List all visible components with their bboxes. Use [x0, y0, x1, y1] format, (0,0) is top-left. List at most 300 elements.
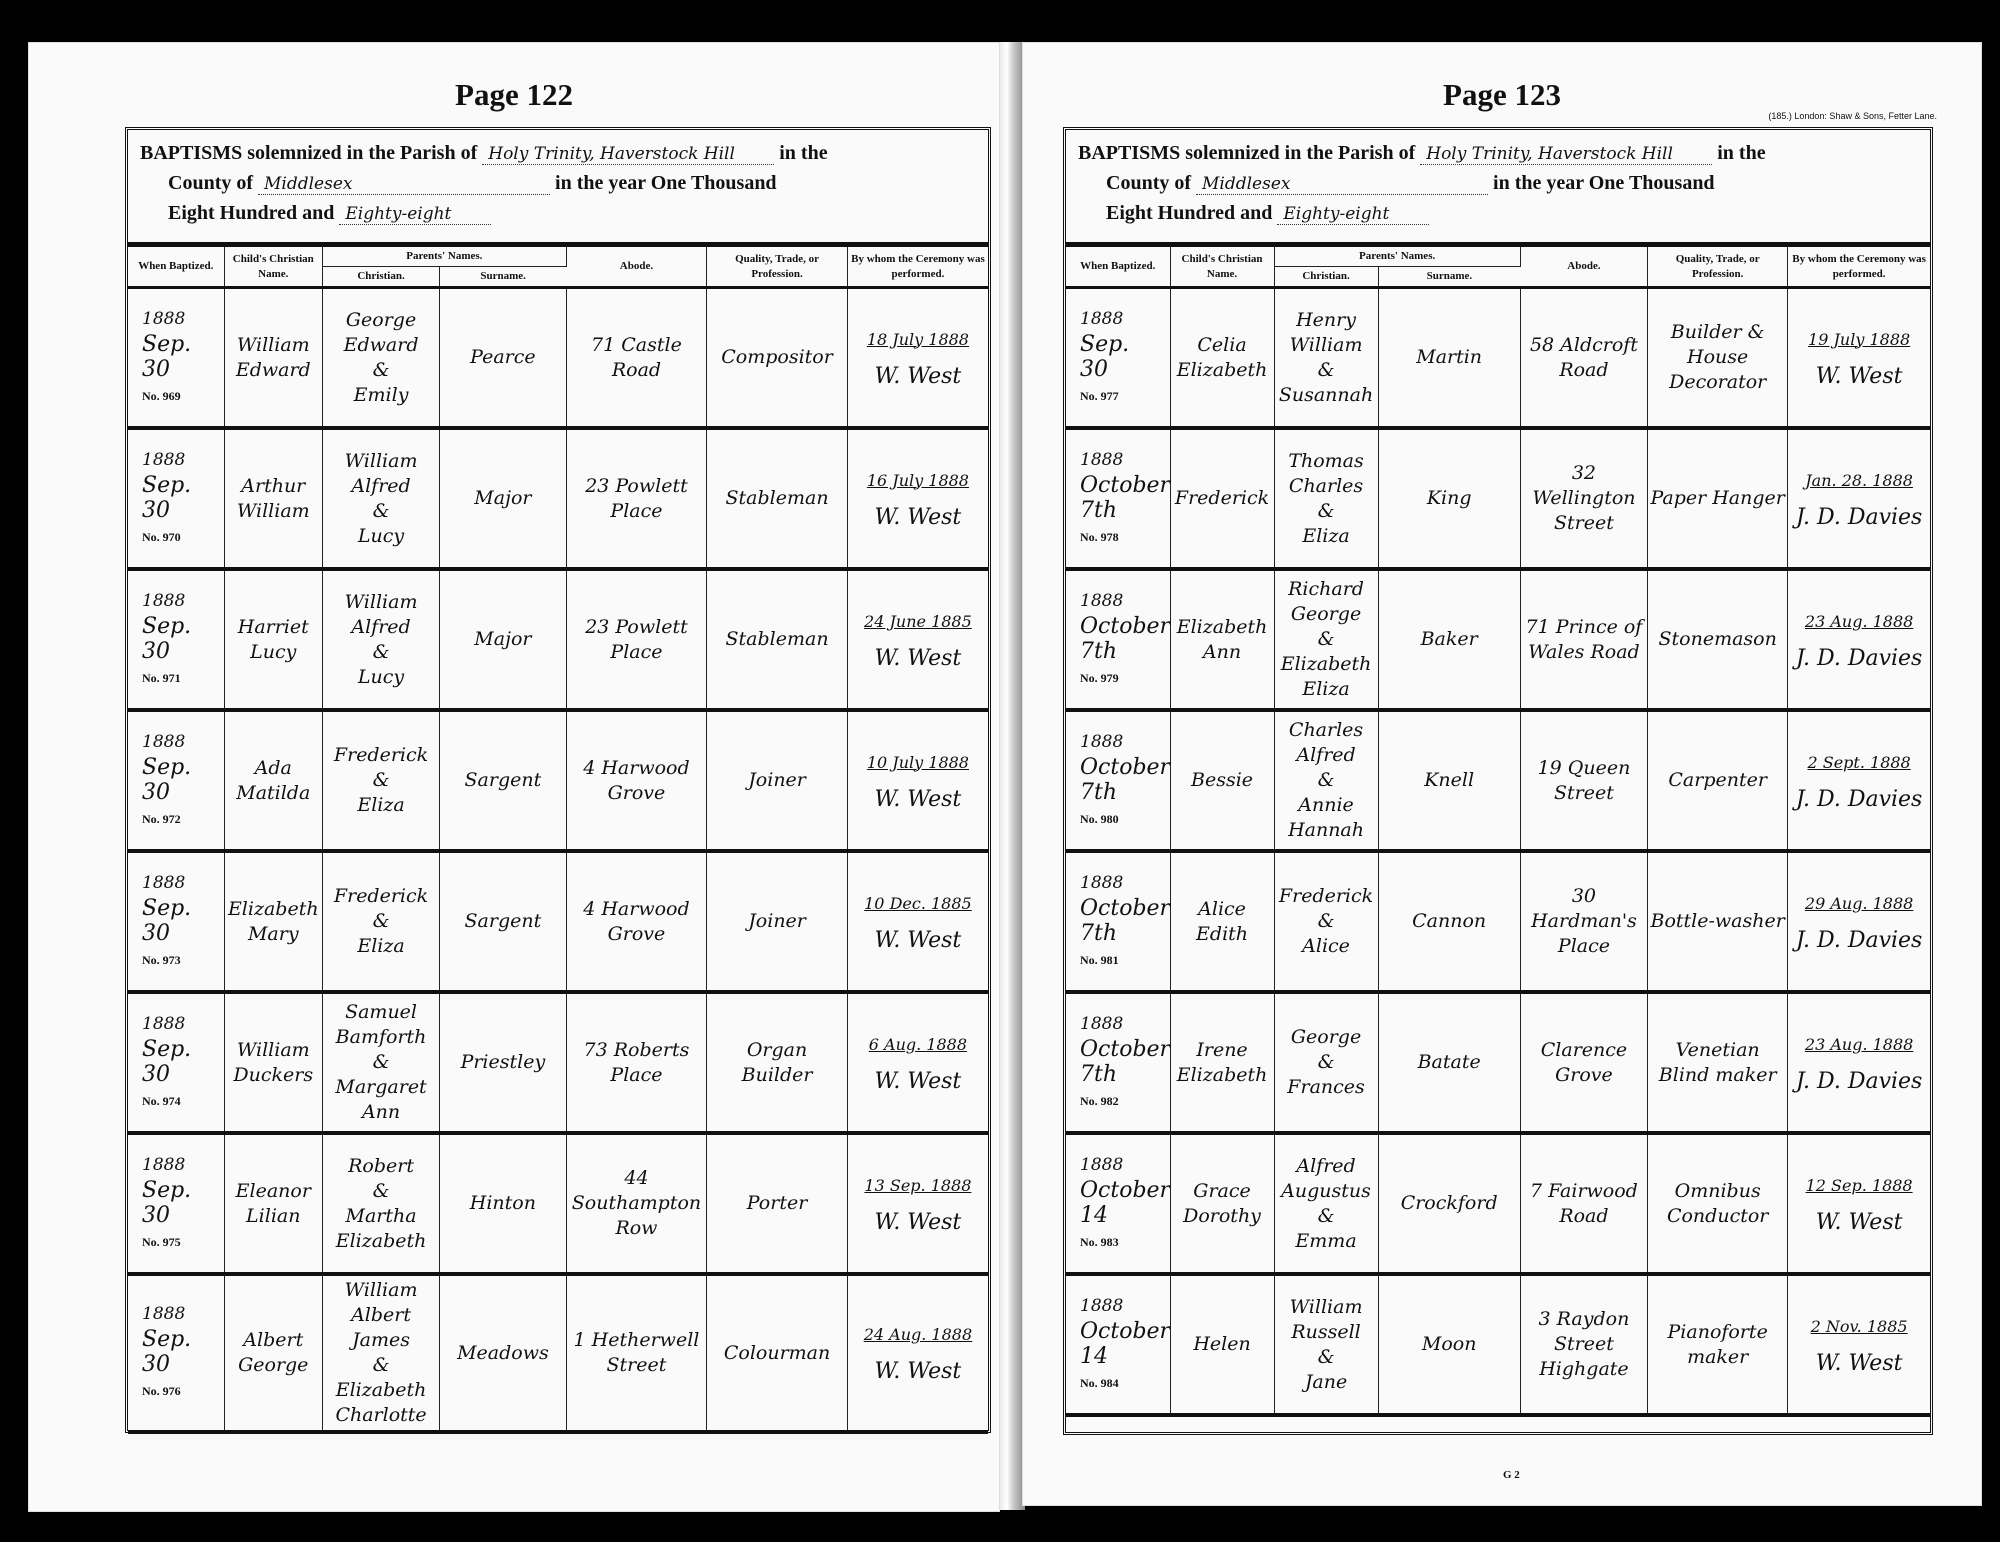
entry-number: No. 983 [1080, 1234, 1119, 1249]
minister-cell [847, 1274, 988, 1432]
mother-name: Eliza [357, 794, 405, 816]
baptism-year: 1888 [142, 449, 186, 470]
minister-cell [1788, 288, 1930, 429]
surname-cell: Priestley [440, 992, 567, 1133]
baptism-day: 7th [1080, 920, 1118, 946]
ampersand: & [372, 358, 390, 381]
parents-christian-cell [1274, 569, 1378, 710]
signature-mark: G 2 [1503, 1469, 1520, 1481]
col-header-surname: Surname. [440, 267, 567, 288]
when-baptized-cell [128, 1133, 224, 1274]
surname-cell: Martin [1378, 288, 1520, 429]
when-baptized-cell [1066, 992, 1170, 1133]
baptism-month: October [1080, 895, 1171, 921]
ampersand: & [1317, 499, 1335, 522]
child-name-cell: Bessie [1170, 710, 1274, 851]
when-baptized-cell [128, 992, 224, 1133]
ampersand: & [372, 910, 390, 932]
parish-name: Holy Trinity, Haverstock Hill [1420, 144, 1712, 165]
mother-name: Martha Elizabeth [335, 1204, 427, 1252]
page-title: Page 122 [455, 77, 573, 112]
birth-date: 16 July 1888 [866, 470, 969, 490]
minister-name: W. West [874, 786, 962, 812]
trade-cell: Builder & House Decorator [1648, 288, 1788, 429]
trade-cell: Stableman [707, 569, 848, 710]
baptism-month: October [1080, 1177, 1171, 1203]
minister-name: J. D. Davies [1795, 504, 1923, 530]
abode-cell: 71 Castle Road [566, 288, 707, 429]
header-text: Eight Hundred and [168, 202, 335, 224]
surname-cell: Baker [1378, 569, 1520, 710]
trade-cell: Carpenter [1648, 710, 1788, 851]
ampersand: & [1317, 769, 1335, 791]
trade-cell: Stonemason [1648, 569, 1788, 710]
baptism-month: Sep. [142, 1177, 192, 1203]
col-header-when: When Baptized. [128, 245, 224, 288]
baptism-month: Sep. [142, 754, 192, 780]
birth-date: Jan. 28. 1888 [1805, 470, 1913, 490]
ampersand: & [1317, 1204, 1335, 1227]
minister-cell [1788, 710, 1930, 851]
child-name-cell: Harriet Lucy [224, 569, 322, 710]
when-baptized-cell [1066, 1133, 1170, 1274]
trade-cell: Bottle-washer [1648, 851, 1788, 992]
trade-cell: Paper Hanger [1648, 428, 1788, 569]
mother-name: Margaret Ann [335, 1076, 427, 1123]
parents-christian-cell [322, 992, 439, 1133]
parents-christian-cell [1274, 1133, 1378, 1274]
abode-cell: 73 Roberts Place [566, 992, 707, 1133]
mother-name: Lucy [357, 665, 405, 688]
minister-name: J. D. Davies [1795, 927, 1923, 953]
when-baptized-cell [1066, 569, 1170, 710]
ampersand: & [372, 1051, 390, 1073]
father-name: William Alfred [344, 590, 418, 638]
minister-cell [847, 992, 988, 1133]
birth-date: 24 Aug. 1888 [863, 1325, 973, 1344]
when-baptized-cell [1066, 1274, 1170, 1415]
col-header-surname: Surname. [1378, 267, 1520, 288]
register-page-left [28, 42, 1000, 1512]
birth-date: 13 Sep. 1888 [864, 1175, 972, 1195]
when-baptized-cell [128, 288, 224, 429]
ampersand: & [1317, 1345, 1335, 1368]
abode-cell: Clarence Grove [1520, 992, 1647, 1133]
child-name-cell: Grace Dorothy [1170, 1133, 1274, 1274]
minister-name: W. West [874, 1209, 962, 1235]
col-header-parents: Parents' Names. [1274, 245, 1520, 267]
entry-number: No. 969 [142, 388, 181, 403]
baptism-year: 1888 [142, 1304, 186, 1324]
entry-number: No. 978 [1080, 529, 1119, 544]
register-entry [1066, 851, 1930, 992]
child-name-cell: William Edward [224, 288, 322, 429]
col-header-when: When Baptized. [1066, 245, 1170, 288]
baptism-month: October [1080, 472, 1171, 498]
col-header-by-whom: By whom the Ceremony was performed. [847, 245, 988, 288]
register-rows [128, 288, 988, 1433]
col-header-trade: Quality, Trade, or Profession. [1648, 245, 1788, 288]
entry-number: No. 970 [142, 529, 181, 544]
mother-name: Alice [1302, 935, 1350, 957]
baptism-register-table [128, 242, 988, 1434]
mother-name: Emma [1295, 1229, 1357, 1252]
birth-date: 10 July 1888 [866, 752, 969, 772]
birth-date: 6 Aug. 1888 [868, 1034, 968, 1054]
mother-name: Susannah [1278, 383, 1374, 406]
trade-cell: Venetian Blind maker [1648, 992, 1788, 1133]
baptism-day: 30 [142, 920, 170, 946]
minister-cell [847, 851, 988, 992]
register-entry [128, 1274, 988, 1432]
birth-date: 29 Aug. 1888 [1804, 893, 1914, 913]
register-entry [1066, 1133, 1930, 1274]
ampersand: & [1317, 910, 1335, 932]
entry-number: No. 971 [142, 670, 181, 685]
baptism-month: October [1080, 1036, 1171, 1062]
header-text: County of [1106, 172, 1192, 194]
register-entry [1066, 288, 1930, 429]
ampersand: & [372, 1354, 390, 1376]
parents-christian-cell [1274, 288, 1378, 429]
col-header-by-whom: By whom the Ceremony was performed. [1788, 245, 1930, 288]
ampersand: & [1317, 1051, 1335, 1073]
baptism-day: 30 [142, 1061, 170, 1087]
header-text: in the year One Thousand [1493, 172, 1715, 194]
county-name: Middlesex [258, 174, 550, 195]
header-text: in the [779, 142, 828, 164]
when-baptized-cell [1066, 851, 1170, 992]
entry-number: No. 975 [142, 1234, 181, 1249]
baptism-day: 7th [1080, 779, 1118, 805]
register-entry [1066, 1274, 1930, 1415]
col-header-abode: Abode. [566, 245, 707, 288]
header-text: County of [168, 172, 254, 194]
parents-christian-cell [322, 1274, 439, 1432]
register-entry [1066, 428, 1930, 569]
parents-christian-cell [322, 288, 439, 429]
baptism-month: Sep. [142, 331, 192, 357]
father-name: Frederick [333, 744, 429, 766]
parents-christian-cell [322, 1133, 439, 1274]
when-baptized-cell [128, 710, 224, 851]
minister-cell [1788, 569, 1930, 710]
baptism-month: Sep. [142, 895, 192, 921]
abode-cell: 4 Harwood Grove [566, 851, 707, 992]
register-entry [128, 992, 988, 1133]
register-header [128, 130, 988, 242]
ampersand: & [372, 769, 390, 791]
birth-date: 24 June 1885 [864, 611, 972, 631]
minister-cell [1788, 428, 1930, 569]
minister-name: J. D. Davies [1795, 786, 1923, 812]
baptism-year: 1888 [1080, 1154, 1124, 1175]
trade-cell: Organ Builder [707, 992, 848, 1133]
parents-christian-cell [322, 428, 439, 569]
father-name: William Albert James [344, 1279, 418, 1351]
birth-date: 12 Sep. 1888 [1805, 1175, 1913, 1195]
col-header-christian: Christian. [322, 267, 439, 288]
ampersand: & [1317, 628, 1335, 650]
minister-cell [1788, 1133, 1930, 1274]
mother-name: Lucy [357, 524, 405, 547]
father-name: Samuel Bamforth [335, 1001, 427, 1048]
father-name: Alfred Augustus [1281, 1154, 1371, 1202]
baptism-day: 30 [142, 356, 170, 382]
surname-cell: Moon [1378, 1274, 1520, 1415]
abode-cell: 23 Powlett Place [566, 428, 707, 569]
register-entry [128, 428, 988, 569]
child-name-cell: Eleanor Lilian [224, 1133, 322, 1274]
minister-name: J. D. Davies [1795, 645, 1923, 671]
col-header-child: Child's Christian Name. [1170, 245, 1274, 288]
baptism-day: 14 [1080, 1343, 1108, 1369]
father-name: George [1290, 1026, 1362, 1048]
child-name-cell: Elizabeth Ann [1170, 569, 1274, 710]
surname-cell: Meadows [440, 1274, 567, 1432]
minister-cell [847, 1133, 988, 1274]
col-header-parents: Parents' Names. [322, 245, 566, 267]
mother-name: Jane [1304, 1370, 1348, 1393]
baptism-year: 1888 [142, 1154, 186, 1175]
parents-christian-cell [1274, 710, 1378, 851]
baptism-month: Sep. [142, 1327, 192, 1352]
register-entry [1066, 569, 1930, 710]
baptism-year: 1888 [1080, 872, 1124, 893]
minister-cell [1788, 851, 1930, 992]
entry-number: No. 979 [1080, 670, 1119, 685]
child-name-cell: Celia Elizabeth [1170, 288, 1274, 429]
col-header-abode: Abode. [1520, 245, 1647, 288]
register-rows [1066, 288, 1930, 1416]
abode-cell: 23 Powlett Place [566, 569, 707, 710]
trade-cell: Compositor [707, 288, 848, 429]
entry-number: No. 977 [1080, 388, 1119, 403]
baptism-month: Sep. [142, 613, 192, 639]
minister-name: W. West [874, 504, 962, 530]
trade-cell: Pianoforte maker [1648, 1274, 1788, 1415]
minister-name: W. West [1815, 1350, 1903, 1376]
abode-cell: 19 Queen Street [1520, 710, 1647, 851]
abode-cell: 44 Southampton Row [566, 1133, 707, 1274]
surname-cell: Knell [1378, 710, 1520, 851]
col-header-trade: Quality, Trade, or Profession. [707, 245, 848, 288]
father-name: Frederick [1278, 885, 1374, 907]
baptism-day: 30 [142, 1352, 170, 1377]
abode-cell: 4 Harwood Grove [566, 710, 707, 851]
father-name: Richard George [1288, 578, 1364, 625]
baptism-day: 14 [1080, 1202, 1108, 1228]
parents-christian-cell [1274, 1274, 1378, 1415]
birth-date: 19 July 1888 [1808, 329, 1911, 349]
baptism-month: Sep. [1080, 331, 1130, 357]
baptism-day: 30 [1080, 356, 1108, 382]
birth-date: 23 Aug. 1888 [1804, 611, 1914, 631]
baptism-year: 1888 [1080, 1295, 1124, 1316]
year-words: Eighty-eight [339, 204, 491, 225]
trade-cell: Omnibus Conductor [1648, 1133, 1788, 1274]
surname-cell: King [1378, 428, 1520, 569]
baptism-day: 30 [142, 638, 170, 664]
baptism-day: 7th [1080, 638, 1118, 664]
mother-name: Eliza [357, 935, 405, 957]
minister-cell [847, 569, 988, 710]
father-name: Henry William [1289, 308, 1363, 356]
birth-date: 10 Dec. 1885 [864, 893, 972, 913]
minister-name: W. West [874, 1068, 962, 1094]
father-name: Robert [348, 1154, 414, 1177]
mother-name: Elizabeth Eliza [1280, 653, 1372, 700]
when-baptized-cell [1066, 710, 1170, 851]
abode-cell: 58 Aldcroft Road [1520, 288, 1647, 429]
register-entry [128, 1133, 988, 1274]
when-baptized-cell [128, 569, 224, 710]
header-text: in the year One Thousand [555, 172, 777, 194]
minister-name: W. West [1815, 363, 1903, 389]
entry-number: No. 984 [1080, 1375, 1119, 1390]
minister-cell [1788, 1274, 1930, 1415]
baptism-month: October [1080, 1318, 1171, 1344]
minister-name: W. West [874, 363, 962, 389]
baptism-month: Sep. [142, 472, 192, 498]
header-text: in the [1717, 142, 1766, 164]
minister-cell [847, 428, 988, 569]
baptism-year: 1888 [142, 590, 186, 611]
child-name-cell: Helen [1170, 1274, 1274, 1415]
trade-cell: Joiner [707, 710, 848, 851]
baptism-year: 1888 [1080, 590, 1124, 611]
entry-number: No. 980 [1080, 811, 1119, 826]
trade-cell: Porter [707, 1133, 848, 1274]
when-baptized-cell [128, 428, 224, 569]
abode-cell: 3 Raydon Street Highgate [1520, 1274, 1647, 1415]
father-name: Charles Alfred [1288, 719, 1364, 766]
ampersand: & [1317, 358, 1335, 381]
baptism-month: Sep. [142, 1036, 192, 1062]
abode-cell: 71 Prince of Wales Road [1520, 569, 1647, 710]
entry-number: No. 981 [1080, 952, 1119, 967]
entry-number: No. 982 [1080, 1093, 1119, 1108]
register-header [1066, 130, 1930, 242]
page-title: Page 123 [1443, 77, 1561, 112]
surname-cell: Batate [1378, 992, 1520, 1133]
baptism-month: October [1080, 754, 1171, 780]
minister-name: J. D. Davies [1795, 1068, 1923, 1094]
birth-date: 18 July 1888 [866, 329, 969, 349]
ampersand: & [372, 1179, 390, 1202]
baptism-day: 7th [1080, 1061, 1118, 1087]
surname-cell: Crockford [1378, 1133, 1520, 1274]
register-entry [128, 710, 988, 851]
year-words: Eighty-eight [1277, 204, 1429, 225]
child-name-cell: Ada Matilda [224, 710, 322, 851]
baptism-register-table [1066, 242, 1930, 1417]
mother-name: Frances [1287, 1076, 1365, 1098]
birth-date: 23 Aug. 1888 [1804, 1034, 1914, 1054]
surname-cell: Hinton [440, 1133, 567, 1274]
child-name-cell: Irene Elizabeth [1170, 992, 1274, 1133]
entry-number: No. 973 [142, 952, 181, 967]
trade-cell: Colourman [707, 1274, 848, 1432]
entry-number: No. 972 [142, 811, 181, 826]
parents-christian-cell [322, 710, 439, 851]
baptism-day: 30 [142, 497, 170, 523]
register-frame [1063, 127, 1933, 1435]
father-name: George Edward [343, 308, 419, 356]
when-baptized-cell [128, 851, 224, 992]
minister-name: W. West [874, 927, 962, 953]
register-entry [128, 288, 988, 429]
col-header-child: Child's Christian Name. [224, 245, 322, 288]
baptism-year: 1888 [142, 731, 186, 752]
child-name-cell: Elizabeth Mary [224, 851, 322, 992]
register-entry [1066, 992, 1930, 1133]
baptism-day: 7th [1080, 497, 1118, 523]
parents-christian-cell [322, 851, 439, 992]
child-name-cell: Albert George [224, 1274, 322, 1432]
trade-cell: Joiner [707, 851, 848, 992]
col-header-christian: Christian. [1274, 267, 1378, 288]
mother-name: Elizabeth Charlotte [335, 1379, 427, 1426]
minister-name: W. West [874, 645, 962, 671]
trade-cell: Stableman [707, 428, 848, 569]
parish-name: Holy Trinity, Haverstock Hill [482, 144, 774, 165]
child-name-cell: Alice Edith [1170, 851, 1274, 992]
header-text: BAPTISMS solemnized in the Parish of [140, 142, 478, 164]
parents-christian-cell [1274, 992, 1378, 1133]
baptism-year: 1888 [142, 308, 186, 329]
register-entry [128, 569, 988, 710]
father-name: Thomas Charles [1288, 449, 1364, 497]
minister-name: W. West [1815, 1209, 1903, 1235]
minister-cell [1788, 992, 1930, 1133]
birth-date: 2 Nov. 1885 [1810, 1316, 1908, 1336]
entry-number: No. 974 [142, 1093, 181, 1108]
baptism-year: 1888 [142, 872, 186, 893]
baptism-year: 1888 [1080, 308, 1124, 329]
minister-cell [847, 710, 988, 851]
printer-imprint: (185.) London: Shaw & Sons, Fetter Lane. [1768, 111, 1937, 121]
surname-cell: Cannon [1378, 851, 1520, 992]
when-baptized-cell [128, 1274, 224, 1432]
baptism-year: 1888 [1080, 731, 1124, 752]
child-name-cell: Frederick [1170, 428, 1274, 569]
mother-name: Emily [353, 383, 409, 406]
header-text: Eight Hundred and [1106, 202, 1273, 224]
surname-cell: Sargent [440, 851, 567, 992]
baptism-year: 1888 [142, 1013, 186, 1034]
birth-date: 2 Sept. 1888 [1807, 752, 1911, 772]
surname-cell: Major [440, 569, 567, 710]
mother-name: Annie Hannah [1288, 794, 1364, 841]
father-name: Frederick [333, 885, 429, 907]
abode-cell: 32 Wellington Street [1520, 428, 1647, 569]
register-entry [128, 851, 988, 992]
parents-christian-cell [1274, 851, 1378, 992]
register-page-right [1022, 42, 1982, 1506]
surname-cell: Major [440, 428, 567, 569]
when-baptized-cell [1066, 428, 1170, 569]
baptism-year: 1888 [1080, 449, 1124, 470]
parents-christian-cell [322, 569, 439, 710]
ampersand: & [372, 499, 390, 522]
abode-cell: 7 Fairwood Road [1520, 1133, 1647, 1274]
entry-number: No. 976 [142, 1384, 181, 1398]
child-name-cell: Arthur William [224, 428, 322, 569]
ampersand: & [372, 640, 390, 663]
baptism-year: 1888 [1080, 1013, 1124, 1034]
surname-cell: Sargent [440, 710, 567, 851]
